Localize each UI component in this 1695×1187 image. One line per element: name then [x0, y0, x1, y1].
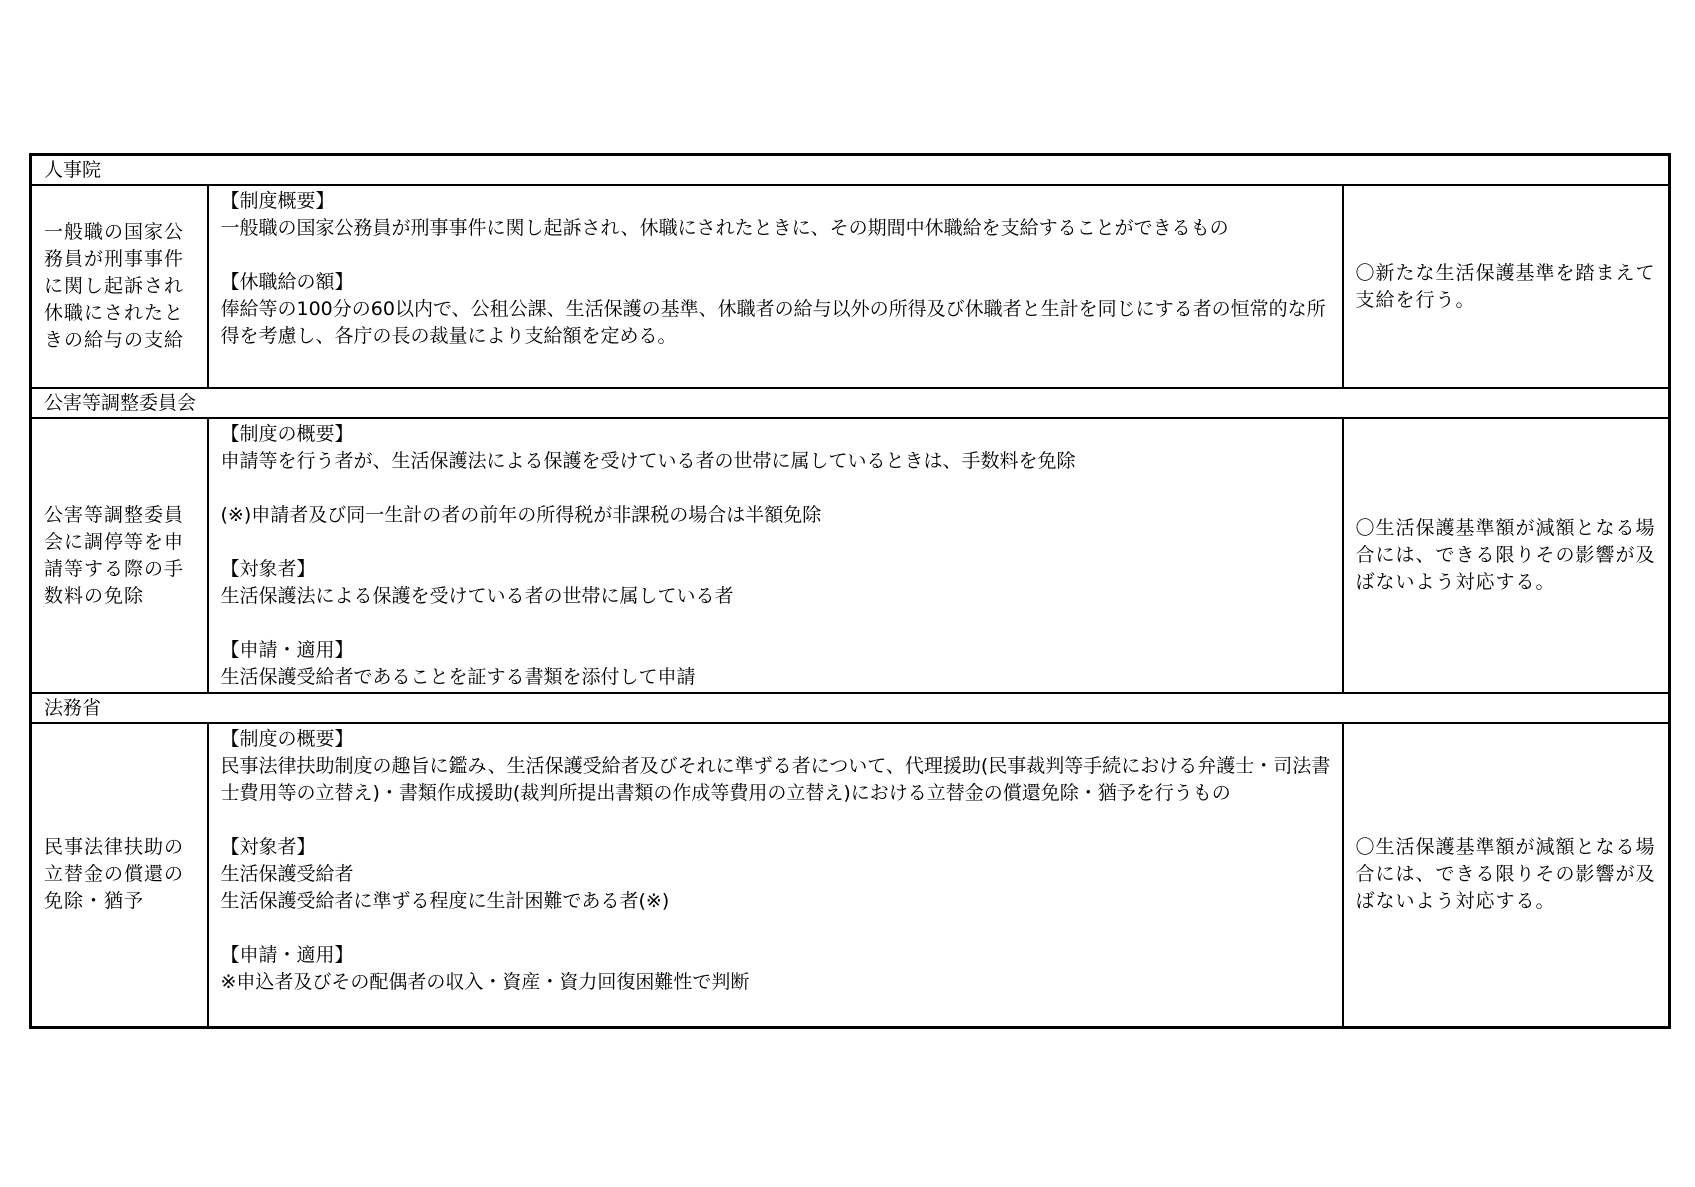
- detail-heading: 【申請・適用】: [220, 944, 354, 966]
- measure-name: 民事法律扶助の立替金の償還の免除・猶予: [31, 723, 208, 1027]
- detail-heading: 【対象者】: [220, 836, 316, 858]
- detail-heading: 【制度概要】: [220, 190, 335, 212]
- detail-line: 申請等を行う者が、生活保護法による保護を受けている者の世帯に属しているときは、手数料を免除: [220, 450, 1076, 472]
- detail-line: 民事法律扶助制度の趣旨に鑑み、生活保護受給者及びそれに準ずる者について、代理援助(民事裁判等手続における弁護士・司法書士費用等の立替え)・書類作成援助(裁判所提出書類の作成等費用の立替え)における立替金の償還免除・猶予を行うもの: [220, 755, 1331, 804]
- measure-row: [31, 723, 1670, 1027]
- agency-heading: 人事院: [31, 155, 1670, 186]
- detail-line: 生活保護受給者に準ずる程度に生計困難である者(※): [220, 890, 670, 912]
- detail-line: (※)申請者及び同一生計の者の前年の所得税が非課税の場合は半額免除: [220, 504, 822, 526]
- measure-row: [31, 185, 1670, 388]
- measure-details: [208, 418, 1343, 693]
- detail-heading: 【制度の概要】: [220, 728, 354, 750]
- detail-line: 一般職の国家公務員が刑事事件に関し起訴され、休職にされたときに、その期間中休職給を支給することができるもの: [220, 217, 1229, 239]
- detail-line: ※申込者及びその配偶者の収入・資産・資力回復困難性で判断: [220, 971, 750, 993]
- measure-details: [208, 723, 1343, 1027]
- measure-row: [31, 418, 1670, 693]
- measure-response: 〇生活保護基準額が減額となる場合には、できる限りその影響が及ばないよう対応する。: [1343, 723, 1670, 1027]
- measures-table: [29, 153, 1671, 1029]
- agency-heading: 法務省: [31, 693, 1670, 723]
- detail-heading: 【対象者】: [220, 558, 316, 580]
- agency-heading: 公害等調整委員会: [31, 388, 1670, 418]
- agency-row: [31, 388, 1670, 418]
- detail-heading: 【休職給の額】: [220, 271, 354, 293]
- detail-heading: 【申請・適用】: [220, 639, 354, 661]
- measure-response: 〇生活保護基準額が減額となる場合には、できる限りその影響が及ばないよう対応する。: [1343, 418, 1670, 693]
- measure-name: 公害等調整委員会に調停等を申請等する際の手数料の免除: [31, 418, 208, 693]
- detail-heading: 【制度の概要】: [220, 423, 354, 445]
- measure-response: 〇新たな生活保護基準を踏まえて支給を行う。: [1343, 185, 1670, 388]
- measure-name: 一般職の国家公務員が刑事事件に関し起訴され休職にされたときの給与の支給: [31, 185, 208, 388]
- detail-line: 生活保護法による保護を受けている者の世帯に属している者: [220, 585, 734, 607]
- agency-row: [31, 693, 1670, 723]
- detail-line: 俸給等の100分の60以内で、公租公課、生活保護の基準、休職者の給与以外の所得及び休職者と生計を同じにする者の恒常的な所得を考慮し、各庁の長の裁量により支給額を定める。: [220, 298, 1326, 347]
- detail-line: 生活保護受給者: [220, 863, 354, 885]
- measure-details: [208, 185, 1343, 388]
- agency-row: [31, 155, 1670, 186]
- detail-line: 生活保護受給者であることを証する書類を添付して申請: [220, 666, 696, 688]
